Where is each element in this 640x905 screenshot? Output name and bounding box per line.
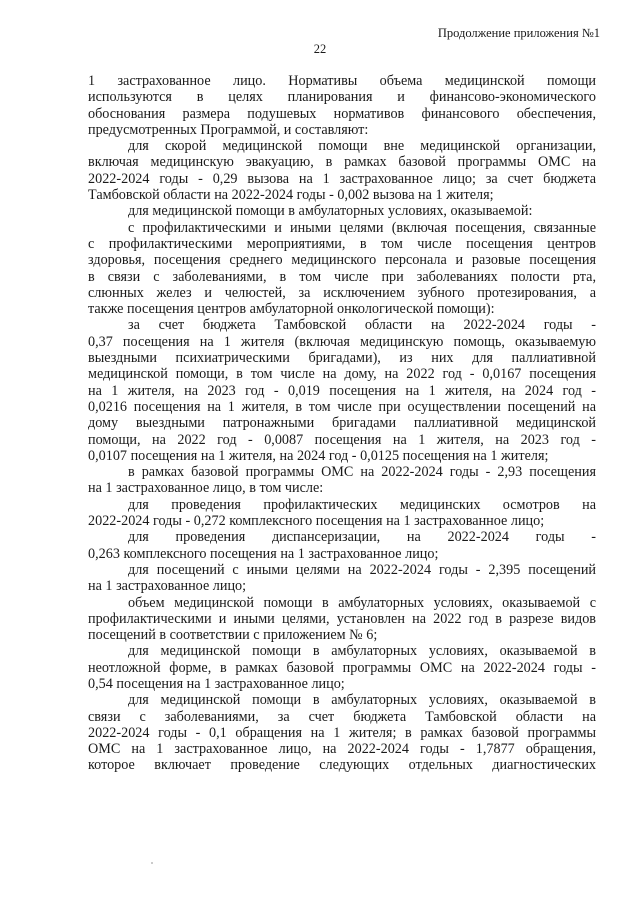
text-line: для проведения диспансеризации, на 2022-2024 годы -	[128, 529, 596, 546]
text-line: 0,263 комплексного посещения на 1 застрахованное лицо;	[88, 545, 439, 562]
text-line: Тамбовской области на 2022-2024 годы - 0,002 вызова на 1 жителя;	[88, 187, 494, 204]
text-line: помощи, на 2022 год - 0,0087 посещения на 1 жителя, на 2023 год -	[88, 431, 596, 448]
text-line: 0,0216 посещения на 1 жителя, в том числе при осуществлении посещений на	[88, 398, 596, 415]
text-line: обоснования размера подушевых нормативов финансового обеспечения,	[88, 105, 596, 122]
text-line: на 1 застрахованное лицо, в том числе:	[88, 480, 324, 497]
text-line: на 1 жителя, на 2023 год - 0,019 посещения на 1 жителя, на 2024 год -	[88, 382, 596, 399]
text-line: 2022-2024 годы - 0,272 комплексного посещения на 1 застрахованное лицо;	[88, 513, 545, 530]
text-line: в связи с заболеваниями, в том числе при заболеваниях полости рта,	[88, 268, 596, 285]
scan-speck	[151, 862, 153, 864]
text-line: для скорой медицинской помощи вне медицинской организации,	[128, 138, 596, 155]
text-line: объем медицинской помощи в амбулаторных условиях, оказываемой с	[128, 594, 596, 611]
text-line: 0,0107 посещения на 1 жителя, на 2024 год - 0,0125 посещения на 1 жителя;	[88, 447, 549, 464]
text-line: выездными психиатрическими бригадами), из них для паллиативной	[88, 350, 596, 367]
text-line: 2022-2024 годы - 0,1 обращения на 1 жителя; в рамках базовой программы	[88, 724, 596, 741]
text-line: в рамках базовой программы ОМС на 2022-2024 годы - 2,93 посещения	[128, 464, 596, 481]
text-line: здоровья, посещения среднего медицинского персонала и разовые посещения	[88, 252, 596, 269]
text-line: медицинской помощи, в том числе на дому, на 2022 год - 0,0167 посещения	[88, 366, 596, 383]
text-line: за счет бюджета Тамбовской области на 2022-2024 годы -	[128, 317, 596, 334]
text-line: 0,37 посещения на 1 жителя (включая медицинскую помощь, оказываемую	[88, 333, 596, 350]
page-header-continuation: Продолжение приложения №1	[437, 26, 600, 40]
text-line: используются в целях планирования и финансово-экономического	[88, 89, 596, 106]
text-line: которое включает проведение следующих отдельных диагностических	[88, 757, 596, 774]
text-line: включая медицинскую эвакуацию, в рамках базовой программы ОМС на	[88, 154, 596, 171]
text-line: для медицинской помощи в амбулаторных условиях, оказываемой:	[128, 203, 533, 220]
text-line: с профилактическими мероприятиями, в том числе посещения центров	[88, 235, 596, 252]
text-line: для посещений с иными целями на 2022-2024 годы - 2,395 посещений	[128, 561, 596, 578]
text-line: для медицинской помощи в амбулаторных условиях, оказываемой в	[128, 692, 596, 709]
text-line: профилактическими и иными целями, установлен на 2022 год в разрезе видов	[88, 610, 596, 627]
text-line: дому выездными патронажными бригадами паллиативной медицинской	[88, 415, 596, 432]
text-line: 1 застрахованное лицо. Нормативы объема медицинской помощи	[88, 73, 596, 89]
text-line: связи с заболеваниями, за счет бюджета Тамбовской области на	[88, 708, 596, 725]
text-line: неотложной форме, в рамках базовой программы ОМС на 2022-2024 годы -	[88, 659, 596, 676]
text-line: 2022-2024 годы - 0,29 вызова на 1 застрахованное лицо; за счет бюджета	[88, 170, 596, 187]
text-line: посещений в соответствии с приложением № 6;	[88, 627, 378, 644]
text-line: предусмотренных Программой, и составляют:	[88, 121, 369, 138]
text-line: 0,54 посещения на 1 застрахованное лицо;	[88, 675, 345, 692]
document-body	[88, 73, 596, 774]
text-line: для проведения профилактических медицинских осмотров на	[128, 496, 596, 513]
text-line: на 1 застрахованное лицо;	[88, 578, 247, 595]
text-line: ОМС на 1 застрахованное лицо, на 2022-2024 годы - 1,7877 обращения,	[88, 741, 596, 758]
text-line: также посещения центров амбулаторной онкологической помощи):	[88, 301, 495, 318]
text-line: слюнных желез и челюстей, за исключением зубного протезирования, а	[88, 284, 596, 301]
text-line: для медицинской помощи в амбулаторных условиях, оказываемой в	[128, 643, 596, 660]
text-line: с профилактическими и иными целями (включая посещения, связанные	[128, 219, 596, 236]
page-number: 22	[313, 42, 327, 56]
